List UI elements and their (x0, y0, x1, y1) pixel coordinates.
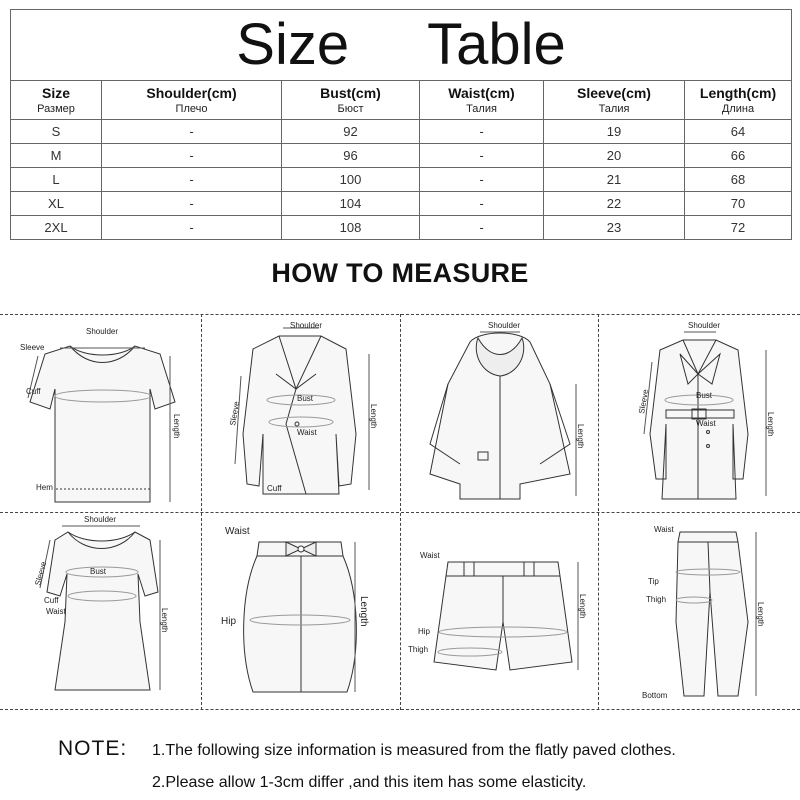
label-length: Length (756, 602, 765, 627)
label-sleeve: Sleeve (228, 400, 242, 427)
label-bust: Bust (297, 394, 314, 403)
cell-size: M (11, 144, 102, 168)
table-header-row (11, 81, 792, 120)
tshirt-diagram (0, 314, 200, 512)
label-cuff: Cuff (267, 484, 282, 493)
label-length: Length (369, 404, 378, 429)
label-length: Length (576, 424, 585, 449)
cell-shoulder: - (102, 120, 282, 144)
label-waist: Waist (654, 525, 674, 534)
cell-length: 64 (685, 120, 792, 144)
table-row (11, 168, 792, 192)
cell-length: 72 (685, 216, 792, 240)
cell-shoulder: - (102, 144, 282, 168)
cape-coat-diagram (400, 314, 598, 512)
label-hip: Hip (221, 616, 237, 627)
cell-waist: - (420, 216, 544, 240)
cell-length: 70 (685, 192, 792, 216)
note-line-1: 1.The following size information is measured from the flatly paved clothes. (152, 742, 676, 759)
cell-bust: 100 (282, 168, 420, 192)
size-table-title-right: Table (427, 12, 566, 77)
cell-waist: - (420, 144, 544, 168)
label-bottom: Bottom (642, 691, 668, 700)
cell-size: S (11, 120, 102, 144)
cell-sleeve: 22 (544, 192, 685, 216)
col-header-sleeve: Sleeve(cm) Талия (544, 81, 685, 120)
label-shoulder: Shoulder (688, 321, 721, 330)
label-waist: Waist (46, 607, 66, 616)
label-length: Length (766, 412, 775, 437)
cell-size: XL (11, 192, 102, 216)
how-to-measure-title: HOW TO MEASURE (271, 258, 529, 288)
table-row (11, 144, 792, 168)
label-waist: Waist (225, 526, 250, 537)
cell-shoulder: - (102, 216, 282, 240)
cell-shoulder: - (102, 168, 282, 192)
label-sleeve: Sleeve (33, 560, 49, 587)
blazer-diagram (201, 314, 400, 512)
cell-bust: 104 (282, 192, 420, 216)
shorts-diagram (400, 512, 598, 710)
table-row (11, 120, 792, 144)
label-waist: Waist (696, 419, 716, 428)
label-length: Length (578, 594, 587, 619)
label-length: Length (160, 608, 169, 633)
label-hem: Hem (36, 483, 53, 492)
cell-size: 2XL (11, 216, 102, 240)
cell-sleeve: 21 (544, 168, 685, 192)
label-shoulder: Shoulder (86, 327, 119, 336)
table-row (11, 216, 792, 240)
cell-sleeve: 23 (544, 216, 685, 240)
skirt-diagram (201, 512, 400, 710)
dress-diagram (0, 512, 200, 710)
cell-bust: 108 (282, 216, 420, 240)
label-sleeve: Sleeve (20, 343, 45, 352)
cell-shoulder: - (102, 192, 282, 216)
label-shoulder: Shoulder (290, 321, 323, 330)
label-cuff: Cuff (44, 596, 59, 605)
cell-sleeve: 19 (544, 120, 685, 144)
long-coat-diagram (598, 314, 800, 512)
label-waist: Waist (420, 551, 440, 560)
cell-waist: - (420, 120, 544, 144)
table-row (11, 192, 792, 216)
cell-length: 68 (685, 168, 792, 192)
col-header-waist: Waist(cm) Талия (420, 81, 544, 120)
col-header-length: Length(cm) Длина (685, 81, 792, 120)
label-bust: Bust (90, 567, 107, 576)
label-hip: Hip (418, 627, 431, 636)
measure-diagram-grid (0, 314, 800, 710)
size-table (10, 9, 792, 240)
cell-sleeve: 20 (544, 144, 685, 168)
label-cuff: Cuff (26, 387, 41, 396)
size-table-title (11, 10, 792, 81)
label-shoulder: Shoulder (84, 515, 117, 524)
col-header-size: Size Размер (11, 81, 102, 120)
label-waist: Waist (297, 428, 317, 437)
label-length: Length (172, 414, 181, 439)
pants-diagram (598, 512, 800, 710)
cell-waist: - (420, 168, 544, 192)
col-header-bust: Bust(cm) Бюст (282, 81, 420, 120)
label-tip: Tip (648, 577, 659, 586)
label-sleeve: Sleeve (637, 388, 651, 415)
cell-waist: - (420, 192, 544, 216)
label-bust: Bust (696, 391, 713, 400)
label-thigh: Thigh (408, 645, 429, 654)
cell-bust: 92 (282, 120, 420, 144)
label-length: Length (358, 596, 369, 627)
note-line-2: 2.Please allow 1-3cm differ ,and this item has some elasticity. (152, 774, 587, 791)
col-header-shoulder: Shoulder(cm) Плечо (102, 81, 282, 120)
cell-bust: 96 (282, 144, 420, 168)
label-thigh: Thigh (646, 595, 667, 604)
cell-length: 66 (685, 144, 792, 168)
note-label: NOTE: (58, 737, 128, 760)
label-shoulder: Shoulder (488, 321, 521, 330)
size-table-title-left: Size (236, 12, 350, 77)
cell-size: L (11, 168, 102, 192)
